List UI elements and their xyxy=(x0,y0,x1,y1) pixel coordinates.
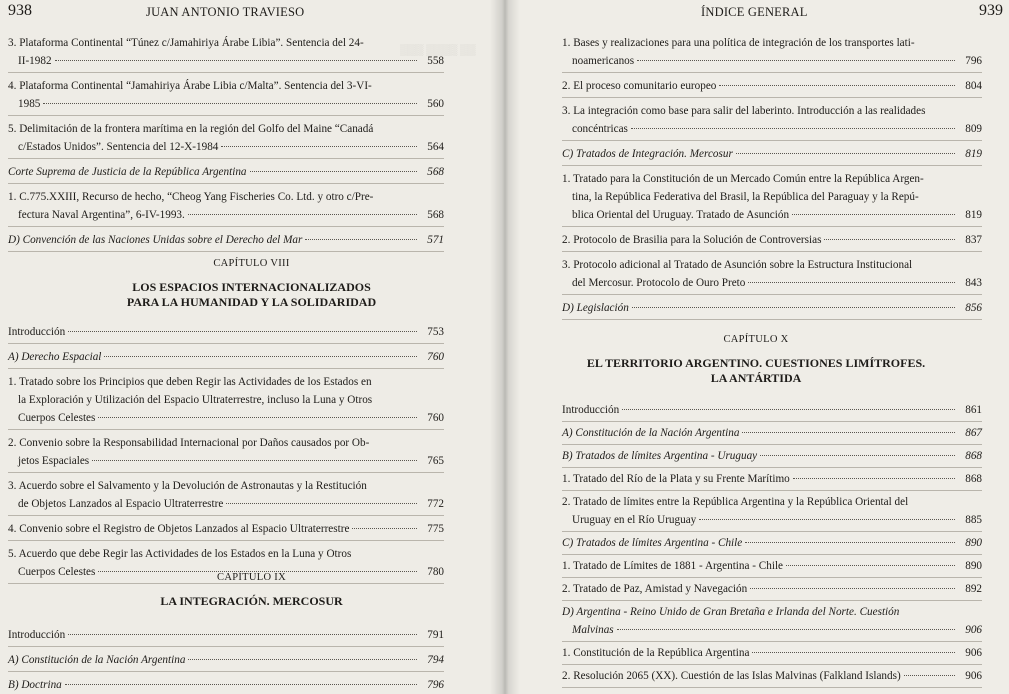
leader-dots xyxy=(824,239,955,240)
separator-rule xyxy=(8,115,444,116)
toc-entry-text: B) Tratados de límites Argentina - Uruguay xyxy=(562,450,758,462)
toc-entry-text: 1. Tratado del Río de la Plata y su Frente Marítimo xyxy=(562,473,790,485)
toc-page-number: 906 xyxy=(965,624,982,636)
chapter-title xyxy=(0,280,503,310)
toc-entry[interactable] xyxy=(562,534,982,552)
separator-rule xyxy=(8,158,444,159)
separator-rule xyxy=(562,319,982,320)
toc-page-number: 868 xyxy=(965,450,982,462)
separator-rule xyxy=(8,646,444,647)
toc-page-number: 906 xyxy=(965,670,982,682)
leader-dots xyxy=(104,356,417,357)
toc-entry[interactable] xyxy=(8,188,444,224)
toc-page-number: 856 xyxy=(965,302,982,314)
separator-rule xyxy=(8,368,444,369)
toc-entry-text: D) Argentina - Reino Unido de Gran Bretaña e Irlanda del Norte. Cuestión xyxy=(562,606,900,618)
left-page xyxy=(0,0,503,694)
toc-entry[interactable] xyxy=(8,676,444,694)
leader-dots xyxy=(745,542,955,543)
toc-entry-text: Corte Suprema de Justicia de la República Argentina xyxy=(8,166,247,178)
toc-entry[interactable] xyxy=(562,145,982,163)
separator-rule xyxy=(562,664,982,665)
separator-rule xyxy=(8,429,444,430)
toc-entry[interactable] xyxy=(8,477,444,513)
toc-entry[interactable] xyxy=(562,102,982,138)
chapter-label: CAPÍTULO VIII xyxy=(213,258,290,269)
toc-entry-text: tina, la República Federativa del Brasil, la República del Paraguay y la Repú- xyxy=(572,191,919,203)
separator-rule xyxy=(562,421,982,422)
toc-page-number: 760 xyxy=(427,412,444,424)
toc-entry-text: la Exploración y Utilización del Espacio Ultraterrestre, incluso la Luna y Otros xyxy=(18,394,373,406)
toc-entry[interactable] xyxy=(562,401,982,419)
separator-rule xyxy=(8,72,444,73)
leader-dots xyxy=(793,478,955,479)
leader-dots xyxy=(904,675,955,676)
toc-page-number: 760 xyxy=(427,351,444,363)
toc-entry-text: 2. Resolución 2065 (XX). Cuestión de las Islas Malvinas (Falkland Islands) xyxy=(562,670,901,682)
leader-dots xyxy=(748,282,955,283)
leader-dots xyxy=(719,85,955,86)
chapter-title-line: LA ANTÁRTIDA xyxy=(710,371,802,385)
separator-rule xyxy=(8,671,444,672)
toc-page-number: 804 xyxy=(965,80,982,92)
toc-entry-text: blica Oriental del Uruguay. Tratado de Asunción xyxy=(572,209,790,221)
toc-entry-text: Introducción xyxy=(562,404,620,416)
toc-entry-text: 1. Tratado para la Constitución de un Mercado Común entre la República Argen- xyxy=(562,173,924,185)
leader-dots xyxy=(742,432,955,433)
leader-dots xyxy=(188,214,417,215)
page-number: 939 xyxy=(979,2,1003,19)
separator-rule xyxy=(562,226,982,227)
leader-dots xyxy=(617,629,955,630)
leader-dots xyxy=(736,153,955,154)
page-number: 938 xyxy=(8,2,32,19)
toc-entry[interactable] xyxy=(8,231,444,249)
toc-entry[interactable] xyxy=(562,170,982,224)
toc-entry-text: Introducción xyxy=(8,326,66,338)
leader-dots xyxy=(750,588,955,589)
separator-rule xyxy=(8,251,444,252)
toc-entry-text: A) Constitución de la Nación Argentina xyxy=(8,654,186,666)
chapter-title-line: EL TERRITORIO ARGENTINO. CUESTIONES LIMÍTROFES. xyxy=(586,356,926,370)
chapter-title-line: PARA LA HUMANIDAD Y LA SOLIDARIDAD xyxy=(126,295,377,309)
separator-rule xyxy=(562,140,982,141)
toc-entry-text: 2. Protocolo de Brasilia para la Solución de Controversias xyxy=(562,234,822,246)
toc-entry-text: A) Constitución de la Nación Argentina xyxy=(562,427,740,439)
leader-dots xyxy=(43,103,417,104)
toc-entry-text: Introducción xyxy=(8,629,66,641)
toc-entry[interactable] xyxy=(562,424,982,442)
leader-dots xyxy=(68,331,417,332)
toc-entry-text: Malvinas xyxy=(572,624,614,636)
toc-page-number: 890 xyxy=(965,537,982,549)
toc-entry-text: concéntricas xyxy=(572,123,628,135)
toc-entry[interactable] xyxy=(562,644,982,662)
toc-page-number: 780 xyxy=(427,566,444,578)
separator-rule xyxy=(562,490,982,491)
chapter-title xyxy=(0,594,503,609)
running-head: ÍNDICE GENERAL xyxy=(701,5,808,19)
leader-dots xyxy=(792,214,955,215)
toc-entry-text: 5. Acuerdo que debe Regir las Actividades de los Estados en la Luna y Otros xyxy=(8,548,352,560)
leader-dots xyxy=(305,239,417,240)
toc-entry[interactable] xyxy=(562,580,982,598)
separator-rule xyxy=(562,600,982,601)
running-head: JUAN ANTONIO TRAVIESO xyxy=(146,5,305,19)
toc-entry-text: 1. C.775.XXIII, Recurso de hecho, “Cheog Yang Fischeries Co. Ltd. y otro c/Pre- xyxy=(8,191,374,203)
toc-entry-text: A) Derecho Espacial xyxy=(8,351,102,363)
leader-dots xyxy=(752,652,955,653)
toc-entry-text: c/Estados Unidos”. Sentencia del 12-X-1984 xyxy=(18,141,219,153)
toc-entry-text: 3. Protocolo adicional al Tratado de Asunción sobre la Estructura Institucional xyxy=(562,259,913,271)
toc-entry[interactable] xyxy=(8,77,444,113)
chapter-title-line: LA INTEGRACIÓN. MERCOSUR xyxy=(160,594,343,608)
toc-entry-text: Cuerpos Celestes xyxy=(18,566,96,578)
toc-entry[interactable] xyxy=(562,447,982,465)
show-through-text: ▒▒▒ ▒▒▒▒ ▒▒ xyxy=(400,44,476,56)
toc-page-number: 868 xyxy=(965,473,982,485)
chapter-title xyxy=(503,356,1009,386)
leader-dots xyxy=(637,60,955,61)
toc-entry[interactable] xyxy=(8,651,444,669)
leader-dots xyxy=(98,417,417,418)
toc-entry-text: Cuerpos Celestes xyxy=(18,412,96,424)
chapter-label: CAPÍTULO IX xyxy=(217,572,286,583)
separator-rule xyxy=(562,554,982,555)
toc-page-number: 861 xyxy=(965,404,982,416)
toc-entry-text: C) Tratados de Integración. Mercosur xyxy=(562,148,733,160)
leader-dots xyxy=(631,128,955,129)
toc-page-number: 867 xyxy=(965,427,982,439)
separator-rule xyxy=(8,343,444,344)
leader-dots xyxy=(699,519,955,520)
toc-entry-text: 1. Tratado sobre los Principios que deben Regir las Actividades de los Estados en xyxy=(8,376,372,388)
toc-entry[interactable] xyxy=(8,434,444,470)
toc-page-number: 796 xyxy=(965,55,982,67)
leader-dots xyxy=(352,528,417,529)
toc-entry-text: Uruguay en el Río Uruguay xyxy=(572,514,697,526)
toc-entry[interactable] xyxy=(562,77,982,95)
separator-rule xyxy=(562,467,982,468)
separator-rule xyxy=(8,226,444,227)
toc-page-number: 819 xyxy=(965,209,982,221)
toc-entry-text: II-1982 xyxy=(18,55,52,67)
toc-entry[interactable] xyxy=(562,603,982,639)
separator-rule xyxy=(8,515,444,516)
toc-entry-text: 1. Constitución de la República Argentina xyxy=(562,647,750,659)
toc-page-number: 568 xyxy=(427,166,444,178)
toc-entry-text: 3. La integración como base para salir del laberinto. Introducción a las realidades xyxy=(562,105,926,117)
toc-page-number: 791 xyxy=(427,629,444,641)
separator-rule xyxy=(8,472,444,473)
separator-rule xyxy=(562,687,982,688)
leader-dots xyxy=(632,307,955,308)
toc-entry[interactable] xyxy=(562,557,982,575)
chapter-title-line: LOS ESPACIOS INTERNACIONALIZADOS xyxy=(132,280,371,294)
toc-page-number: 571 xyxy=(427,234,444,246)
right-page xyxy=(503,0,1009,694)
toc-entry-text: 2. El proceso comunitario europeo xyxy=(562,80,717,92)
separator-rule xyxy=(562,294,982,295)
separator-rule xyxy=(562,97,982,98)
toc-entry[interactable] xyxy=(562,231,982,249)
toc-entry-text: C) Tratados de límites Argentina - Chile xyxy=(562,537,743,549)
toc-entry[interactable] xyxy=(562,470,982,488)
toc-entry-text: jetos Espaciales xyxy=(18,455,90,467)
toc-entry[interactable] xyxy=(562,34,982,70)
toc-page-number: 794 xyxy=(427,654,444,666)
toc-entry-text: noamericanos xyxy=(572,55,635,67)
separator-rule xyxy=(562,444,982,445)
toc-page-number: 796 xyxy=(427,679,444,691)
toc-entry[interactable] xyxy=(8,34,444,70)
leader-dots xyxy=(65,684,417,685)
toc-entry[interactable] xyxy=(8,120,444,156)
toc-entry-text: 3. Acuerdo sobre el Salvamento y la Devolución de Astronautas y la Restitución xyxy=(8,480,367,492)
toc-page-number: 772 xyxy=(427,498,444,510)
separator-rule xyxy=(562,641,982,642)
toc-page-number: 885 xyxy=(965,514,982,526)
toc-entry-text: 5. Delimitación de la frontera marítima en la región del Golfo del Maine “Canadá xyxy=(8,123,374,135)
toc-page-number: 892 xyxy=(965,583,982,595)
toc-page-number: 906 xyxy=(965,647,982,659)
separator-rule xyxy=(562,577,982,578)
leader-dots xyxy=(250,171,417,172)
toc-entry[interactable] xyxy=(562,299,982,317)
toc-entry[interactable] xyxy=(8,520,444,538)
separator-rule xyxy=(562,531,982,532)
leader-dots xyxy=(92,460,417,461)
toc-entry-text: 1. Bases y realizaciones para una política de integración de los transportes lati- xyxy=(562,37,915,49)
toc-page-number: 837 xyxy=(965,234,982,246)
toc-entry-text: de Objetos Lanzados al Espacio Ultraterrestre xyxy=(18,498,224,510)
toc-entry-text: fectura Naval Argentina”, 6-IV-1993. xyxy=(18,209,185,221)
leader-dots xyxy=(622,409,955,410)
toc-entry-text: 3. Plataforma Continental “Túnez c/Jamahiriya Árabe Libia”. Sentencia del 24- xyxy=(8,37,364,49)
toc-entry-text: 2. Tratado de Paz, Amistad y Navegación xyxy=(562,583,748,595)
toc-entry-text: D) Legislación xyxy=(562,302,629,314)
toc-page-number: 568 xyxy=(427,209,444,221)
chapter-label: CAPÍTULO X xyxy=(723,334,789,345)
toc-page-number: 560 xyxy=(427,98,444,110)
toc-entry[interactable] xyxy=(8,323,444,341)
toc-page-number: 819 xyxy=(965,148,982,160)
toc-entry-text: B) Doctrina xyxy=(8,679,62,691)
toc-entry-text: 2. Convenio sobre la Responsabilidad Internacional por Daños causados por Ob- xyxy=(8,437,370,449)
toc-page-number: 809 xyxy=(965,123,982,135)
toc-entry[interactable] xyxy=(562,493,982,529)
leader-dots xyxy=(68,634,417,635)
toc-entry-text: del Mercosur. Protocolo de Ouro Preto xyxy=(572,277,746,289)
leader-dots xyxy=(221,146,417,147)
toc-entry-text: 4. Convenio sobre el Registro de Objetos Lanzados al Espacio Ultraterrestre xyxy=(8,523,350,535)
leader-dots xyxy=(55,60,417,61)
leader-dots xyxy=(188,659,417,660)
separator-rule xyxy=(8,540,444,541)
toc-page-number: 558 xyxy=(427,55,444,67)
leader-dots xyxy=(786,565,955,566)
toc-page-number: 753 xyxy=(427,326,444,338)
toc-entry[interactable] xyxy=(562,256,982,292)
toc-page-number: 890 xyxy=(965,560,982,572)
toc-entry[interactable] xyxy=(8,348,444,366)
toc-entry[interactable] xyxy=(8,373,444,427)
toc-entry[interactable] xyxy=(562,667,982,685)
separator-rule xyxy=(562,165,982,166)
toc-entry-text: 1. Tratado de Límites de 1881 - Argentina - Chile xyxy=(562,560,784,572)
leader-dots xyxy=(226,503,417,504)
toc-entry-text: 2. Tratado de límites entre la República Argentina y la República Oriental del xyxy=(562,496,909,508)
toc-page-number: 564 xyxy=(427,141,444,153)
toc-page-number: 765 xyxy=(427,455,444,467)
toc-entry[interactable] xyxy=(8,626,444,644)
toc-page-number: 775 xyxy=(427,523,444,535)
toc-entry-text: D) Convención de las Naciones Unidas sobre el Derecho del Mar xyxy=(8,234,303,246)
toc-entry[interactable] xyxy=(8,163,444,181)
separator-rule xyxy=(562,72,982,73)
toc-page-number: 843 xyxy=(965,277,982,289)
toc-entry-text: 4. Plataforma Continental “Jamahiriya Árabe Libia c/Malta”. Sentencia del 3-VI- xyxy=(8,80,372,92)
separator-rule xyxy=(562,251,982,252)
separator-rule xyxy=(8,183,444,184)
separator-rule xyxy=(8,583,444,584)
leader-dots xyxy=(760,455,955,456)
toc-entry-text: 1985 xyxy=(18,98,41,110)
